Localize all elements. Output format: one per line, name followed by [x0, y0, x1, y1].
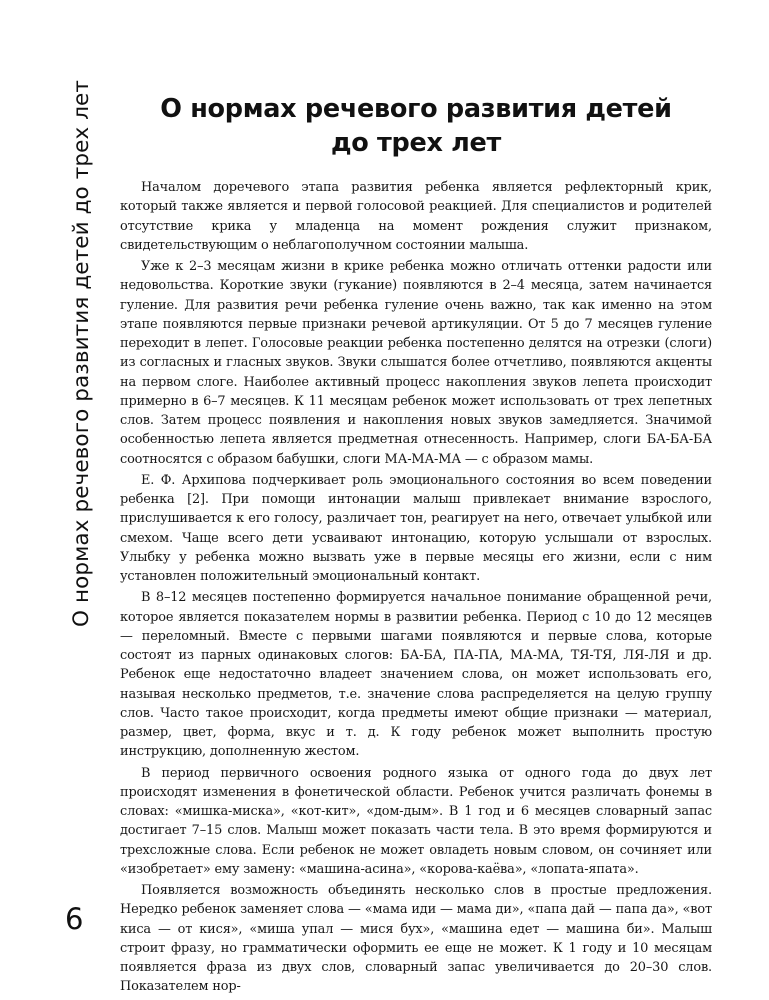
page-number: 6 [65, 902, 84, 936]
running-title [60, 37, 102, 669]
chapter-title [120, 92, 712, 160]
page-content [120, 92, 712, 997]
chapter-title-line-2: до трех лет [330, 128, 502, 158]
chapter-title-line-1: О нормах речевого развития детей [160, 94, 672, 124]
paragraph-1: Началом доречевого этапа развития ребенка является рефлекторный крик, который также является и первой голосовой реакцией. Для специалистов и родителей отсутствие крика у младенца на момент рождения служит признаком, свидетельствующим о неблагополучном состоянии малыша. [120, 180, 712, 253]
paragraph-5: В период первичного освоения родного языка от одного года до двух лет происходят изменения в фонетической области. Ребенок учится различать фонемы в словах: «мишка-миска», «кот-кит», «дом-дым». В 1 год и 6 месяцев словарный запас достигает 7–15 слов. Малыш может показать части тела. В это время формируются и трехсложные слова. Если ребенок не может овладеть новым словом, он сочиняет или «изобретает» ему замену: «машина-асина», «корова-каёва», «лопата-япата». [120, 765, 712, 877]
paragraph-4: В 8–12 месяцев постепенно формируется начальное понимание обращенной речи, которое является показателем нормы в развитии ребенка. Период с 10 до 12 месяцев — переломный. Вместе с первыми шагами появляются и первые слова, которые состоят из парных одинаковых слогов: БА-БА, ПА-ПА, МА-МА, ТЯ-ТЯ, ЛЯ-ЛЯ и др. Ребенок еще недостаточно владеет значением слова, он может использовать его, называя несколько предметов, т.е. значение слова распределяется на целую группу слов. Часто такое происходит, когда предметы имеют общие признаки — материал, размер, цвет, форма, вкус и т. д. К году ребенок может выполнить простую инструкцию, дополненную жестом. [120, 590, 712, 760]
running-title-text: О нормах речевого развития детей до трех лет [68, 79, 94, 627]
paragraph-3: Е. Ф. Архипова подчеркивает роль эмоционального состояния во всем поведении ребенка [2]. При помощи интонации малыш привлекает внимание взрослого, прислушивается к его голосу, различает тон, реагирует на него, отвечает улыбкой или смехом. Чаще всего дети усваивают интонацию, которую услышали от взрослых. Улыбку у ребенка можно вызвать уже в первые месяцы его жизни, если с ним установлен положительный эмоциональный контакт. [120, 472, 712, 584]
paragraph-2: Уже к 2–3 месяцам жизни в крике ребенка можно отличать оттенки радости или недовольства. Короткие звуки (гукание) появляются в 2–4 месяца, затем начинается гуление. Для развития речи ребенка гуление очень важно, так как именно на этом этапе появляются первые признаки речевой артикуляции. От 5 до 7 месяцев гуление переходит в лепет. Голосовые реакции ребенка постепенно делятся на отрезки (слоги) из согласных и гласных звуков. Звуки слышатся более отчетливо, появляются акценты на первом слоге. Наиболее активный процесс накопления звуков лепета происходит примерно в 6–7 месяцев. К 11 месяцам ребенок может использовать от трех лепетных слов. Затем процесс появления и накопления новых звуков замедляется. Значимой особенностью лепета является предметная отнесенность. Например, слоги БА-БА-БА соотносятся с образом бабушки, слоги МА-МА-МА — с образом мамы. [120, 259, 712, 467]
paragraph-6: Появляется возможность объединять несколько слов в простые предложения. Нередко ребенок заменяет слова — «мама иди — мама ди», «папа дай — папа да», «вот киса — от кися», «миша упал — мися бух», «машина едет — машина би». Малыш строит фразу, но грамматически оформить ее еще не может. К 1 году и 10 месяцам появляется фраза из двух слов, словарный запас увеличивается до 20–30 слов. Показателем нор- [120, 883, 712, 995]
